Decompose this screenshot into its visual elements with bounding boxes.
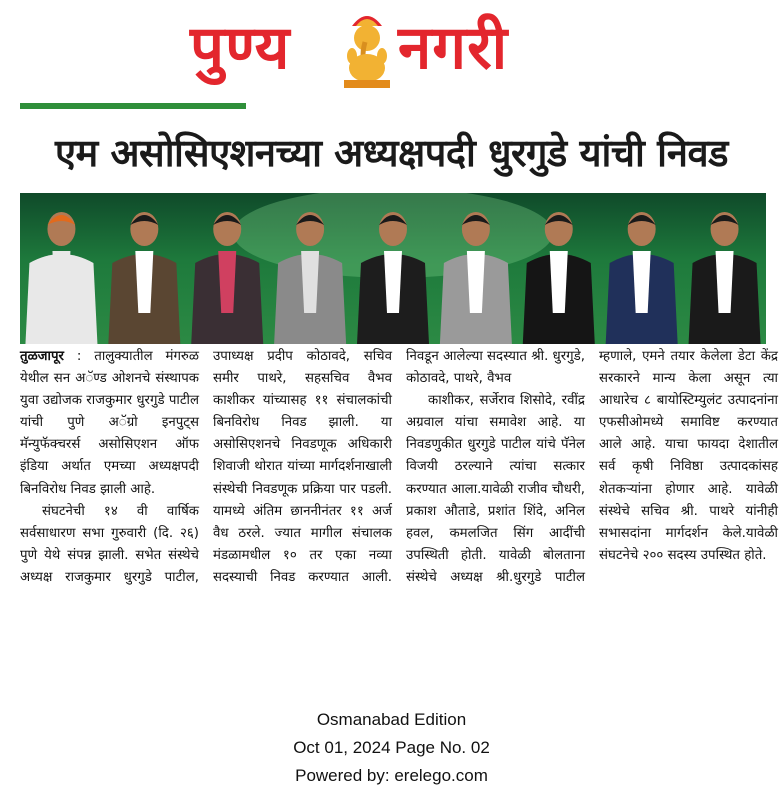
header-green-bar	[20, 103, 246, 109]
footer-powered-by: Powered by: erelego.com	[295, 766, 488, 785]
photo-person	[689, 212, 761, 344]
group-photo	[20, 193, 766, 344]
article-paragraph	[20, 346, 199, 501]
article-photo	[20, 193, 766, 344]
footer-date-page: Oct 01, 2024 Page No. 02	[293, 738, 490, 757]
article-headline: एम असोसिएशनच्या अध्यक्षपदी धुरगुडे यांची निवड	[55, 131, 728, 175]
ganesha-icon	[338, 4, 396, 92]
footer-edition: Osmanabad Edition	[316, 710, 467, 729]
photo-person	[606, 212, 678, 344]
masthead-title-left: पुण्य	[190, 13, 291, 83]
article-body	[20, 346, 778, 701]
masthead	[0, 0, 783, 100]
article-paragraph: संघटनेची १४ वी वार्षिक सर्वसाधारण सभा गुरुवारी (दि. २६) पुणे येथे संपन्न झाली. सभेत संस्थेचे अध्यक्ष राजकुमार धुरगुडे पाटील, उपाध्यक्ष प्रदीप कोठावदे, सचिव समीर पाथरे, सहसचिव वैभव काशीकर यांच्यासह ११ संचालकांची बिनविरोध निवड झाली. या असोसिएशनचे निवडणूक अधिकारी शिवाजी थोरात यांच्या मार्गदर्शनाखाली संस्थेची निवडणूक प्रक्रिया पार पडली. यामध्ये अंतिम छाननीनंतर ११ अर्ज वैध ठरले. ज्यात मागील संचालक मंडळामधील १० तर एका नव्या सदस्याची निवड करण्यात आली. निवडून आलेल्या सदस्यात श्री. धुरगुडे, कोठावदे, पाथरे, वैभव	[20, 349, 585, 585]
dateline: तुळजापूर	[20, 349, 64, 364]
header-divider	[20, 103, 766, 111]
page-footer	[0, 706, 783, 790]
photo-person	[25, 212, 97, 344]
dateline-separator: :	[76, 349, 82, 364]
masthead-title-right: नगरी	[398, 13, 509, 83]
paragraph-text: तालुक्यातील मंगरुळ येथील सन अॅण्ड ओशनचे संस्थापक युवा उद्योजक राजकुमार धुरगुडे पाटील यांची पुणे अॅग्रो इनपुट्स मॅन्युफॅक्चरर्स असोसिएशन ऑफ इंडिया अर्थात एमच्या अध्यक्षपदी बिनविरोध निवड झाली आहे.	[20, 349, 199, 497]
article-paragraph: काशीकर, सर्जेराव शिसोदे, रवींद्र अग्रवाल यांचा समावेश आहे. या निवडणुकीत धुरगुडे पाटील यांचे पॅनेल विजयी ठरल्याने त्यांचा सत्कार करण्यात आला.यावेळी राजीव चौधरी, प्रकाश औताडे, प्रशांत शिंदे, अनिल हवल, कमलजित सिंग आदींची उपस्थिती होती. यावेळी बोलताना संस्थेचे अध्यक्ष श्री.धुरगुडे पाटील म्हणाले, एमने तयार केलेला डेटा केंद्र सरकारने मान्य केला असून त्या आधारेच ८ बायोस्टिम्युलंट उत्पादनांना एफसीओमध्ये समाविष्ट करण्यात आले आहे. याचा फायदा देशातील सर्व कृषी निविष्ठा उत्पादकांसह शेतकऱ्यांना होणार आहे. यावेळी संस्थेचे सचिव श्री. पाथरे यांनीही सभासदांना मार्गदर्शन केले.यावेळी संघटनेचे २०० सदस्य उपस्थित होते.	[406, 349, 778, 585]
photo-person	[108, 212, 180, 344]
